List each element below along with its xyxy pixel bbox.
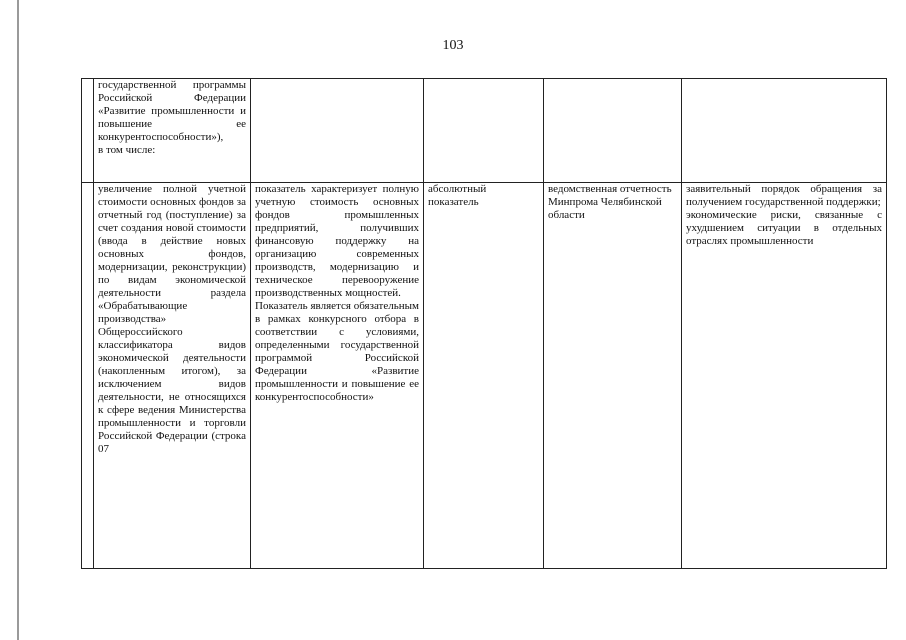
source-cell: [544, 183, 682, 569]
description-text: Показатель является обязательным в рамках конкурсного отбора в соответствии с условиями, определенными государственной программой Российской Федерации «Развитие промышленности и повышение ее конкурентоспособности»: [255, 300, 419, 403]
page-left-edge: [17, 0, 19, 640]
table-row: [82, 183, 887, 569]
source-text: ведомственная отчетность: [548, 183, 672, 195]
source-cell: [544, 79, 682, 183]
description-cell: [251, 79, 424, 183]
source-text: Минпрома Челябинской области: [548, 196, 662, 221]
unit-cell: [424, 79, 544, 183]
row-number-cell: [82, 79, 94, 183]
table-row: [82, 79, 887, 183]
indicator-cell: [94, 79, 251, 183]
unit-cell: [424, 183, 544, 569]
factors-text: экономические риски, связанные с ухудшением ситуации в отдельных отраслях промышленности: [686, 209, 882, 247]
indicator-text: увеличение полной учетной стоимости основных фондов за отчетный год (поступление) за счет создания новой стоимости (ввода в действие новых основных фондов, модернизации, реконструкции) по видам экономической деятельности раздела «Обрабатывающие производства» Общероссийского классификатора видов экономической деятельности (накопленным итогом), за исключением видов деятельности, не относящихся к сфере ведения Министерства промышленности и торговли Российской Федерации (строка 07: [98, 183, 246, 455]
indicator-text: государственной программы Российской Федерации «Развитие промышленности и повышение ее конкурентоспособности»),: [98, 79, 246, 143]
description-cell: [251, 183, 424, 569]
unit-text: абсолютный показатель: [428, 183, 487, 208]
description-text: показатель характеризует полную учетную стоимость основных фондов промышленных предприятий, получивших финансовую поддержку на организацию современных производств, модернизацию и техническое перевооружение производственных мощностей.: [255, 183, 419, 299]
indicator-text: в том числе:: [98, 144, 156, 156]
row-number-cell: [82, 183, 94, 569]
indicator-table: [81, 78, 887, 569]
factors-text: заявительный порядок обращения за получением государственной поддержки;: [686, 183, 882, 208]
page-number: 103: [442, 38, 464, 53]
factors-cell: [682, 79, 887, 183]
factors-cell: [682, 183, 887, 569]
indicator-cell: [94, 183, 251, 569]
